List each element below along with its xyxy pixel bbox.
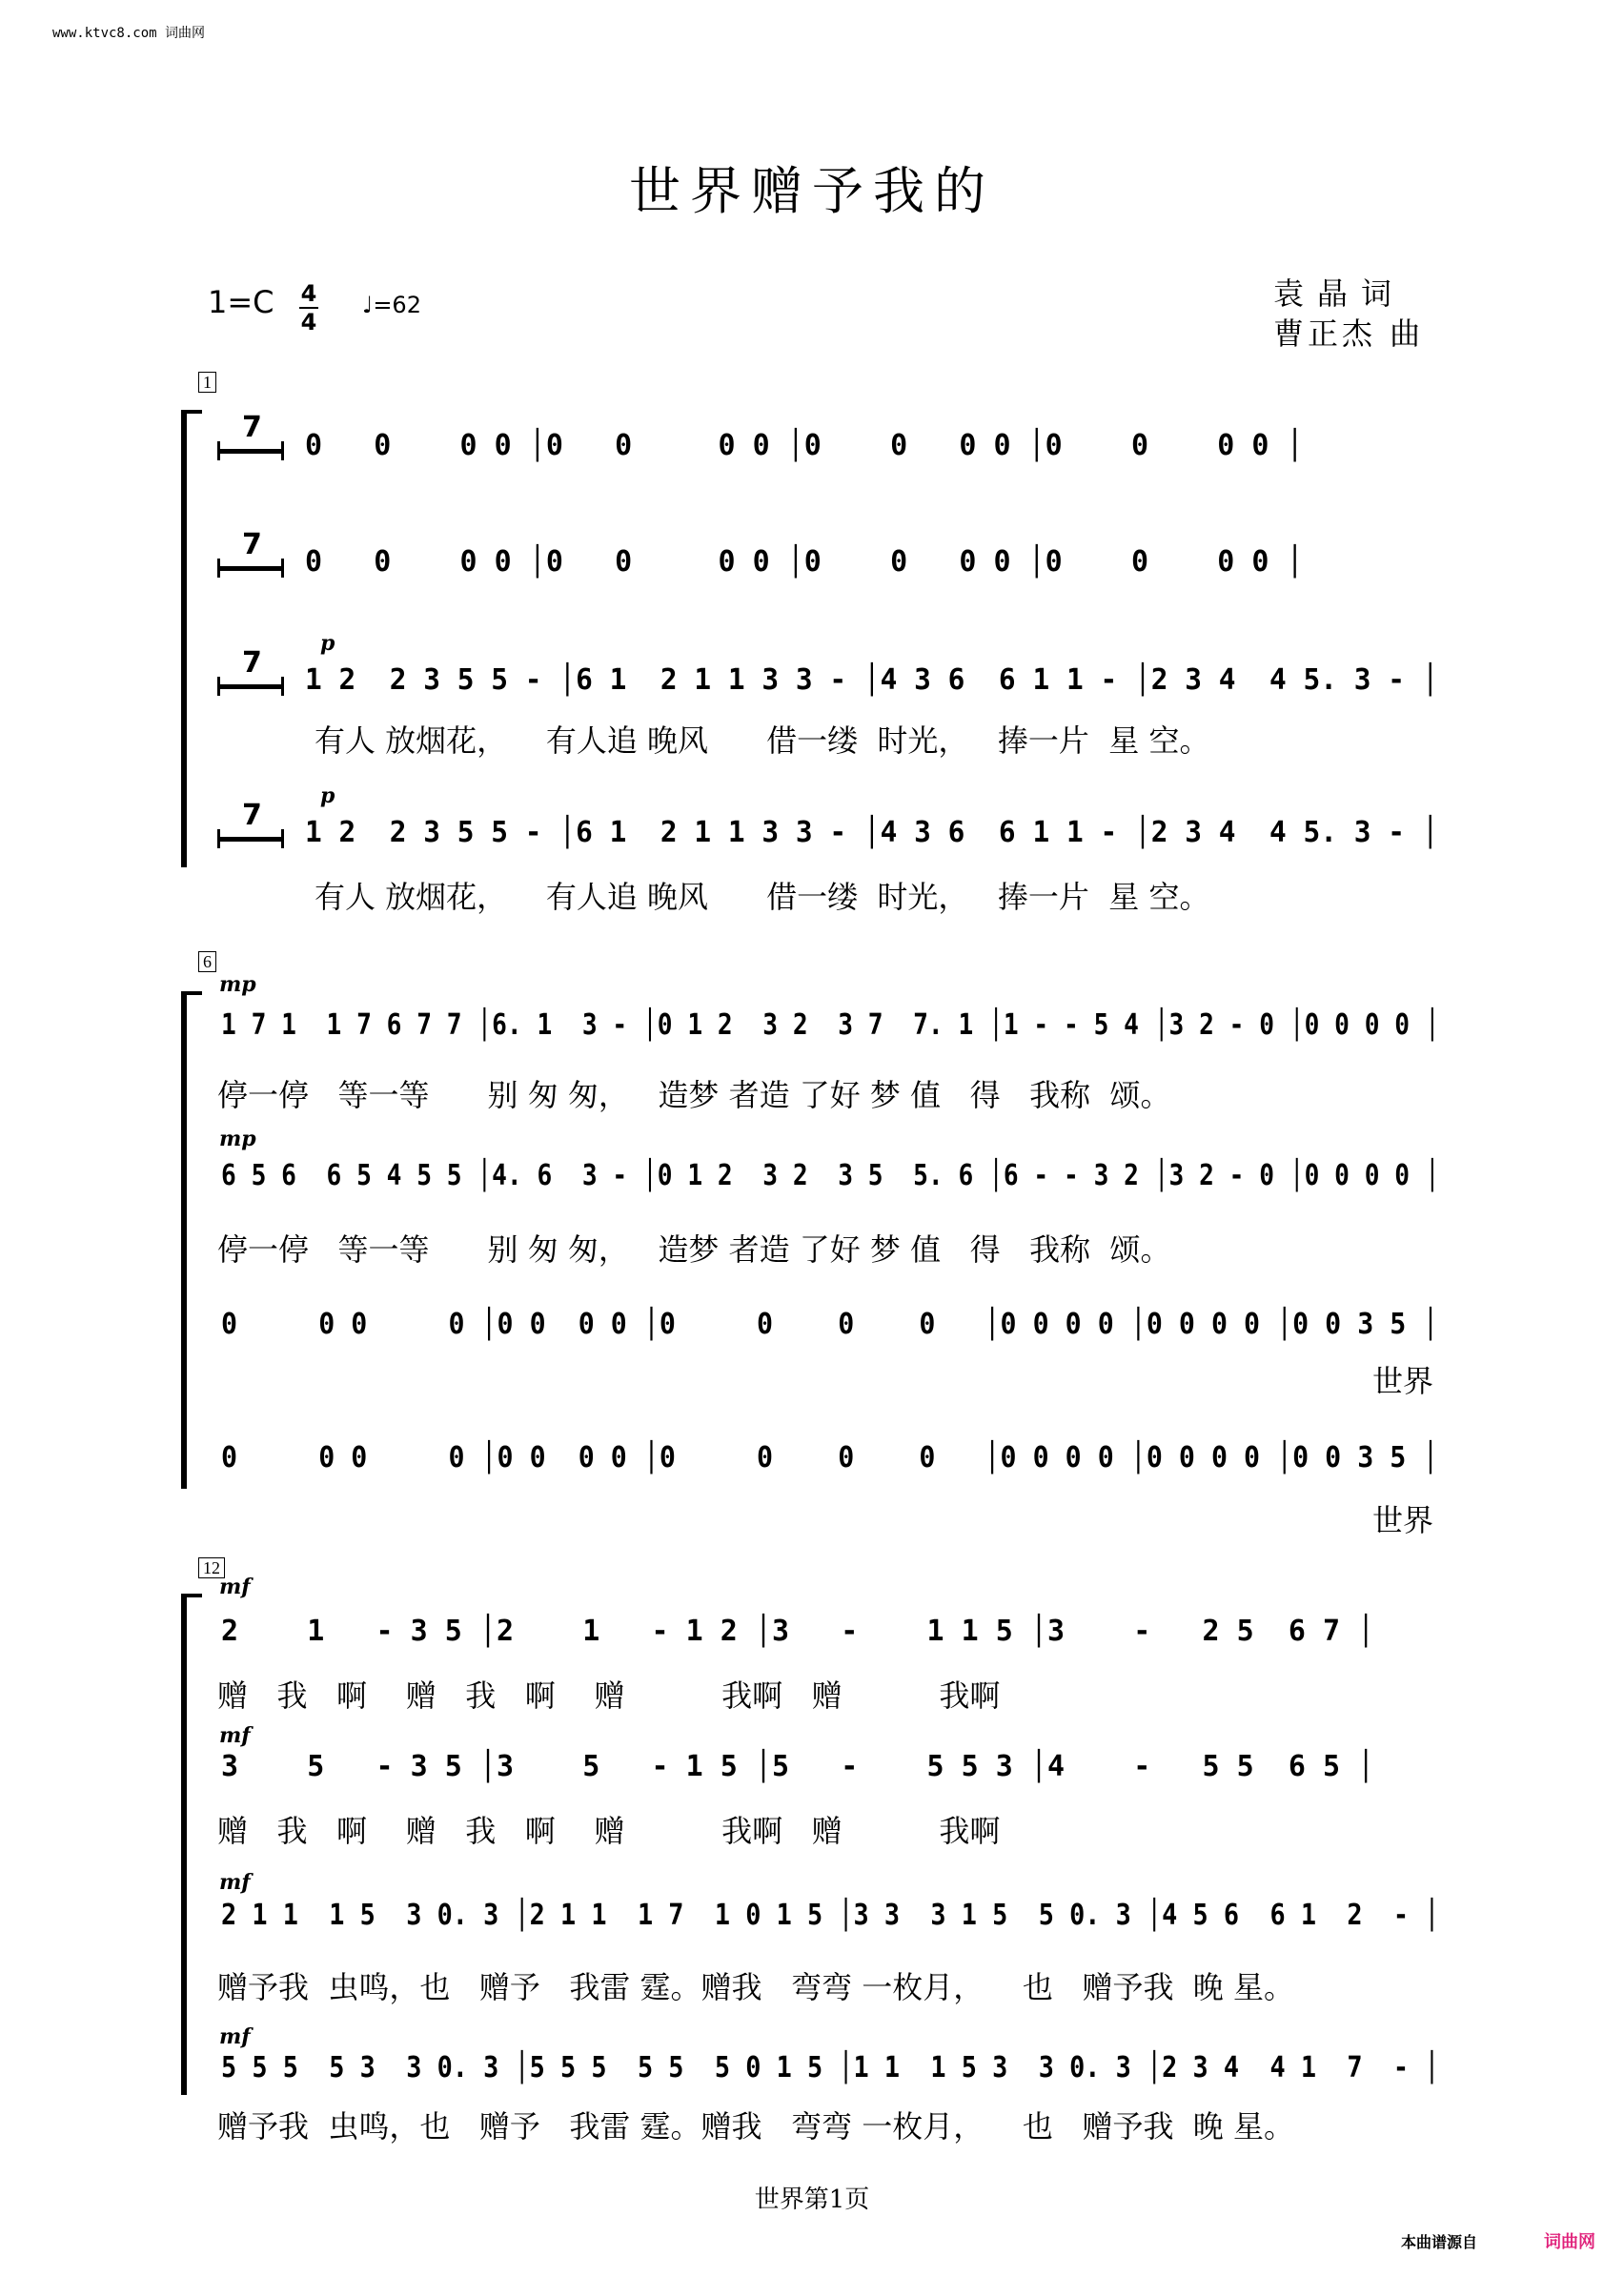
system-bracket [181, 991, 187, 1489]
part-notes: 0 0 0 0 │0 0 0 0 │0 0 0 0 │0 0 0 0 │ [305, 429, 1304, 462]
multi-rest: 7 [217, 424, 284, 466]
multi-rest: 7 [217, 812, 284, 854]
page-title: 世界赠予我的 [629, 161, 995, 221]
part-lyric: 赠 我 啊 赠 我 啊 赠 我啊 赠 我啊 [217, 1677, 1001, 1714]
part-lyric: 赠予我 虫鸣，也 赠予 我雷 霆。赠我 弯弯 一枚月， 也 赠予我 晚 星。 [217, 2108, 1294, 2145]
part-notes: 6 5 6 6 5 4 5 5 │4. 6 3 - │0 1 2 3 2 3 5 5. 6 │6 - - 3 2 │3 2 - 0 │0 0 0 0 │ [221, 1159, 1440, 1192]
measure-number: 1 [198, 372, 216, 393]
part-notes: 1 7 1 1 7 6 7 7 │6. 1 3 - │0 1 2 3 2 3 7 7. 1 │1 - - 5 4 │3 2 - 0 │0 0 0 0 │ [221, 1008, 1440, 1042]
lyricist: 袁晶词 [1273, 275, 1406, 312]
part-notes: 0 0 0 0 │0 0 0 0 │0 0 0 0 │0 0 0 0 │0 0 0 0 │0 0 3 5 │ [221, 1308, 1439, 1341]
part-lyric: 世界 [1372, 1502, 1434, 1538]
source-label: 本曲谱源自 [1401, 2233, 1478, 2251]
multi-rest: 7 [217, 541, 284, 583]
part-lyric: 有人 放烟花， 有人追 晚风 借一缕 时光， 捧一片 星 空。 [315, 722, 1210, 759]
dynamic-mark: mf [219, 2024, 251, 2049]
time-signature [299, 280, 318, 335]
multi-rest: 7 [217, 660, 284, 701]
dynamic-mark: mp [219, 972, 256, 997]
measure-number: 12 [198, 1557, 225, 1578]
part-lyric: 停一停 等一等 别 匆 匆， 造梦 者造 了好 梦 值 得 我称 颂。 [217, 1077, 1171, 1113]
time-bottom: 4 [300, 309, 317, 335]
dynamic-mark: mf [219, 1723, 251, 1748]
bracket-top [181, 410, 202, 423]
part-lyric: 有人 放烟花， 有人追 晚风 借一缕 时光， 捧一片 星 空。 [315, 879, 1210, 915]
dynamic-mark: mf [219, 1870, 251, 1895]
site-url: www.ktvc8.com 词曲网 [52, 26, 206, 41]
part-notes: 0 0 0 0 │0 0 0 0 │0 0 0 0 │0 0 0 0 │ [305, 545, 1304, 579]
part-lyric: 赠予我 虫鸣，也 赠予 我雷 霆。赠我 弯弯 一枚月， 也 赠予我 晚 星。 [217, 1969, 1294, 2005]
key-signature: 1=C [208, 284, 274, 320]
part-notes: 1 2 2 3 5 5 - │6 1 2 1 1 3 3 - │4 3 6 6 1 1 - │2 3 4 4 5. 3 - │ [305, 816, 1439, 849]
dynamic-mark: p [320, 783, 335, 808]
part-notes: 0 0 0 0 │0 0 0 0 │0 0 0 0 │0 0 0 0 │0 0 0 0 │0 0 3 5 │ [221, 1441, 1439, 1474]
part-lyric: 停一停 等一等 别 匆 匆， 造梦 者造 了好 梦 值 得 我称 颂。 [217, 1231, 1171, 1268]
part-notes: 2 1 1 1 5 3 0. 3 │2 1 1 1 7 1 0 1 5 │3 3 3 1 5 5 0. 3 │4 5 6 6 1 2 - │ [221, 1899, 1440, 1932]
part-notes: 1 2 2 3 5 5 - │6 1 2 1 1 3 3 - │4 3 6 6 1 1 - │2 3 4 4 5. 3 - │ [305, 663, 1439, 697]
composer: 曹正杰 曲 [1273, 315, 1425, 352]
system-bracket [181, 1594, 187, 2095]
part-notes: 3 5 - 3 5 │3 5 - 1 5 │5 - 5 5 3 │4 - 5 5 6 5 │ [221, 1750, 1375, 1783]
dynamic-mark: p [320, 631, 335, 656]
part-notes: 5 5 5 5 3 3 0. 3 │5 5 5 5 5 5 0 1 5 │1 1 1 5 3 3 0. 3 │2 3 4 4 1 7 - │ [221, 2051, 1440, 2084]
tempo-mark: ♩=62 [362, 292, 421, 318]
part-lyric: 赠 我 啊 赠 我 啊 赠 我啊 赠 我啊 [217, 1813, 1001, 1849]
bracket-top [181, 1594, 202, 1607]
part-lyric: 世界 [1372, 1363, 1434, 1399]
measure-number: 6 [198, 951, 216, 972]
dynamic-mark: mp [219, 1127, 256, 1151]
page-footer: 世界第1页 [754, 2186, 870, 2214]
dynamic-mark: mf [219, 1575, 251, 1599]
time-top: 4 [300, 280, 317, 307]
part-notes: 2 1 - 3 5 │2 1 - 1 2 │3 - 1 1 5 │3 - 2 5 6 7 │ [221, 1615, 1375, 1648]
bracket-top [181, 991, 202, 1005]
system-bracket [181, 410, 187, 867]
brand-logo: 词曲网 [1544, 2232, 1595, 2252]
